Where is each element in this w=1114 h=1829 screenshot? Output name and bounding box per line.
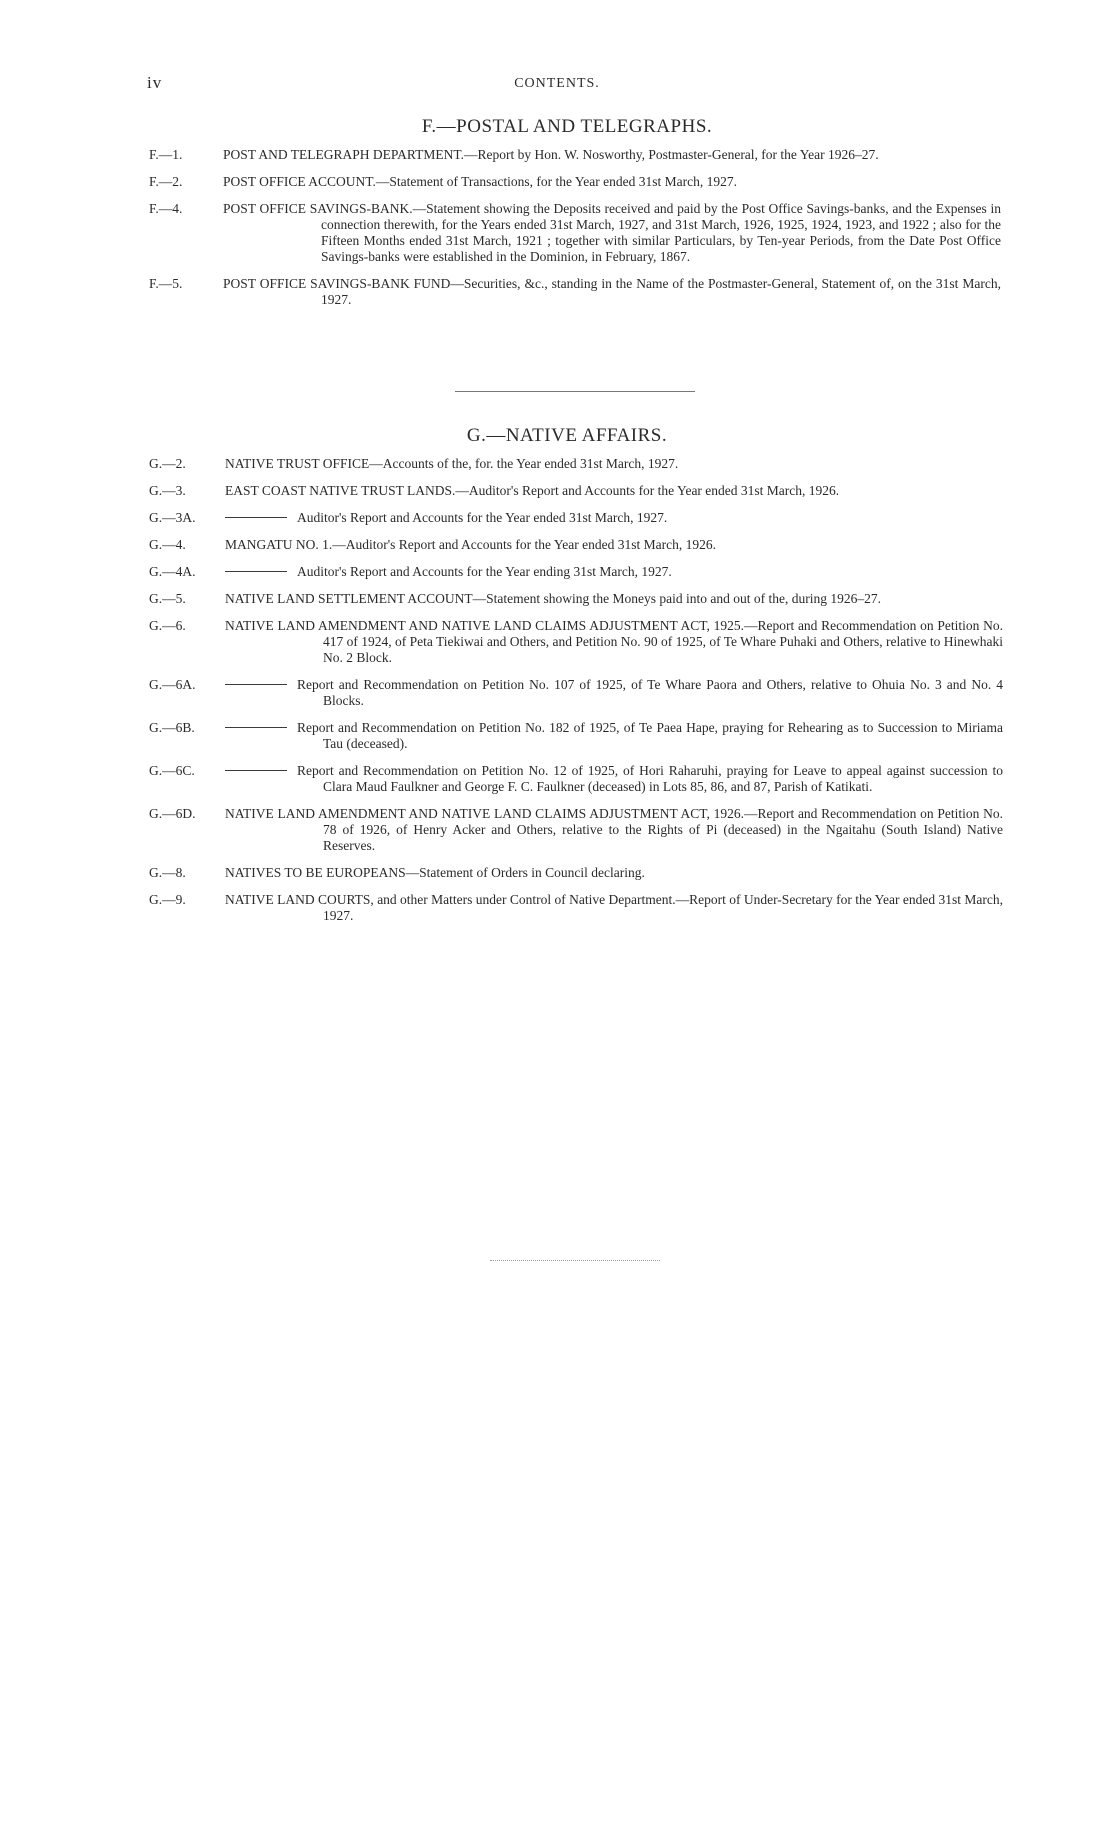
entry-description (225, 483, 1003, 499)
ditto-rule (225, 727, 287, 728)
ditto-rule (225, 571, 287, 572)
entry-body: —Statement of Transactions, for the Year ended 31st March, 1927. (375, 174, 737, 189)
entry-title: NATIVE TRUST OFFICE (225, 456, 370, 471)
contents-entry (0, 720, 1114, 752)
entry-title: NATIVE LAND AMENDMENT AND NATIVE LAND CLAIMS ADJUSTMENT ACT, 1926. (225, 806, 744, 821)
entry-title: POST OFFICE SAVINGS-BANK. (223, 201, 413, 216)
entry-title: POST OFFICE SAVINGS-BANK FUND (223, 276, 451, 291)
entry-code: G.—4A. (149, 564, 196, 579)
contents-entry (0, 510, 1114, 526)
contents-entry (0, 483, 1114, 499)
section-divider (455, 391, 695, 392)
entry-code: G.—6B. (149, 720, 195, 735)
entry-description (223, 276, 1001, 308)
entry-title: NATIVE LAND AMENDMENT AND NATIVE LAND CLAIMS ADJUSTMENT ACT, 1925. (225, 618, 744, 633)
contents-entry (0, 174, 1114, 190)
entry-body: —Statement of Orders in Council declaring. (405, 865, 645, 880)
entry-code: G.—3. (149, 483, 186, 498)
entry-title: POST AND TELEGRAPH DEPARTMENT. (223, 147, 464, 162)
entry-code: F.—5. (149, 276, 183, 291)
contents-entry (0, 865, 1114, 881)
contents-entry (0, 763, 1114, 795)
ditto-rule (225, 517, 287, 518)
entry-description (223, 147, 1001, 163)
running-head: CONTENTS. (514, 76, 600, 91)
entry-description (297, 510, 1003, 526)
entry-description (223, 174, 1001, 190)
entry-body: —Auditor's Report and Accounts for the Year ended 31st March, 1926. (332, 537, 716, 552)
entry-body: Report and Recommendation on Petition No. 12 of 1925, of Hori Raharuhi, praying for Leave to appeal against succession to Clara Maud Faulkner and George F. C. Faulkner (deceased) in Lots 85, 86, and 87, Parish of Katikati. (297, 763, 1003, 794)
contents-entry (0, 276, 1114, 308)
entry-description (297, 720, 1003, 752)
entry-title: NATIVE LAND SETTLEMENT ACCOUNT (225, 591, 473, 606)
entry-body: Report and Recommendation on Petition No. 182 of 1925, of Te Paea Hape, praying for Rehearing as to Succession to Miriama Tau (deceased). (297, 720, 1003, 751)
section-postal-telegraphs (0, 116, 1114, 319)
entry-body: Auditor's Report and Accounts for the Year ended 31st March, 1927. (297, 510, 668, 525)
entry-code: F.—4. (149, 201, 183, 216)
end-divider (490, 1260, 660, 1261)
entry-title: EAST COAST NATIVE TRUST LANDS. (225, 483, 456, 498)
entry-code: F.—2. (149, 174, 183, 189)
entry-code: G.—6A. (149, 677, 196, 692)
entry-code: G.—5. (149, 591, 186, 606)
contents-entry (0, 201, 1114, 265)
entry-body: —Statement showing the Moneys paid into and out of the, during 1926–27. (472, 591, 881, 606)
contents-entry (0, 564, 1114, 580)
entry-body: and other Matters under Control of Native Department.—Report of Under-Secretary for the Year ended 31st March, 1927. (323, 892, 1003, 923)
entry-description (225, 456, 1003, 472)
section-heading: F.—POSTAL AND TELEGRAPHS. (421, 116, 713, 137)
entry-title: NATIVE LAND COURTS, (225, 892, 374, 907)
entry-title: POST OFFICE ACCOUNT. (223, 174, 376, 189)
entry-code: G.—6D. (149, 806, 196, 821)
entry-body: —Accounts of the, for. the Year ended 31st March, 1927. (369, 456, 679, 471)
entry-body: —Securities, &c., standing in the Name of the Postmaster-General, Statement of, on the 31st March, 1927. (321, 276, 1001, 307)
entry-body: Report and Recommendation on Petition No. 107 of 1925, of Te Whare Paora and Others, relative to Ohuia No. 3 and No. 4 Blocks. (297, 677, 1003, 708)
entry-code: F.—1. (149, 147, 183, 162)
contents-entry (0, 618, 1114, 666)
contents-entry (0, 456, 1114, 472)
entry-description (297, 564, 1003, 580)
contents-entry (0, 591, 1114, 607)
entry-body: —Report and Recommendation on Petition No. 417 of 1924, of Peta Tiekiwai and Others, and Petition No. 90 of 1925, of Te Whare Puhaki and Others, relative to Hinewhaki No. 2 Block. (323, 618, 1004, 665)
entry-code: G.—4. (149, 537, 186, 552)
entry-body: Auditor's Report and Accounts for the Year ending 31st March, 1927. (297, 564, 672, 579)
section-heading: G.—NATIVE AFFAIRS. (466, 425, 668, 446)
contents-entry (0, 892, 1114, 924)
entry-title: NATIVES TO BE EUROPEANS (225, 865, 406, 880)
contents-entry (0, 537, 1114, 553)
contents-entry (0, 806, 1114, 854)
section-native-affairs (0, 425, 1114, 935)
entry-description (225, 618, 1004, 666)
entry-list (0, 147, 1114, 308)
page-number: iv (147, 73, 163, 92)
contents-entry (0, 677, 1114, 709)
entry-code: G.—8. (149, 865, 186, 880)
contents-entry (0, 147, 1114, 163)
entry-description (225, 806, 1004, 854)
entry-description (297, 677, 1003, 709)
entry-code: G.—6C. (149, 763, 195, 778)
entry-code: G.—3A. (149, 510, 196, 525)
entry-code: G.—6. (149, 618, 186, 633)
entry-list (0, 456, 1114, 924)
entry-code: G.—2. (149, 456, 186, 471)
entry-description (225, 865, 1003, 881)
entry-description (225, 892, 1003, 924)
entry-description (223, 201, 1002, 265)
entry-body: —Report by Hon. W. Nosworthy, Postmaster-General, for the Year 1926–27. (463, 147, 879, 162)
entry-code: G.—9. (149, 892, 186, 907)
entry-description (225, 591, 1003, 607)
entry-body: —Auditor's Report and Accounts for the Year ended 31st March, 1926. (455, 483, 840, 498)
ditto-rule (225, 684, 287, 685)
ditto-rule (225, 770, 287, 771)
entry-description (225, 537, 1003, 553)
entry-description (297, 763, 1003, 795)
entry-title: MANGATU NO. 1. (225, 537, 333, 552)
entry-body: —Report and Recommendation on Petition No. 78 of 1926, of Henry Acker and Others, relative to the Rights of Pi (deceased) in the Ngaitahu (South Island) Native Reserves. (323, 806, 1004, 853)
entry-body: —Statement showing the Deposits received and paid by the Post Office Savings-banks, and the Expenses in connection therewith, for the Years ended 31st March, 1927, and 31st March, 1926, 1925, 1924, 1923, and 1922 ; also for the Fifteen Months ended 31st March, 1921 ; together with similar Particulars, by Ten-year Periods, from the Date Post Office Savings-banks were established in the Dominion, in February, 1867. (321, 201, 1002, 264)
